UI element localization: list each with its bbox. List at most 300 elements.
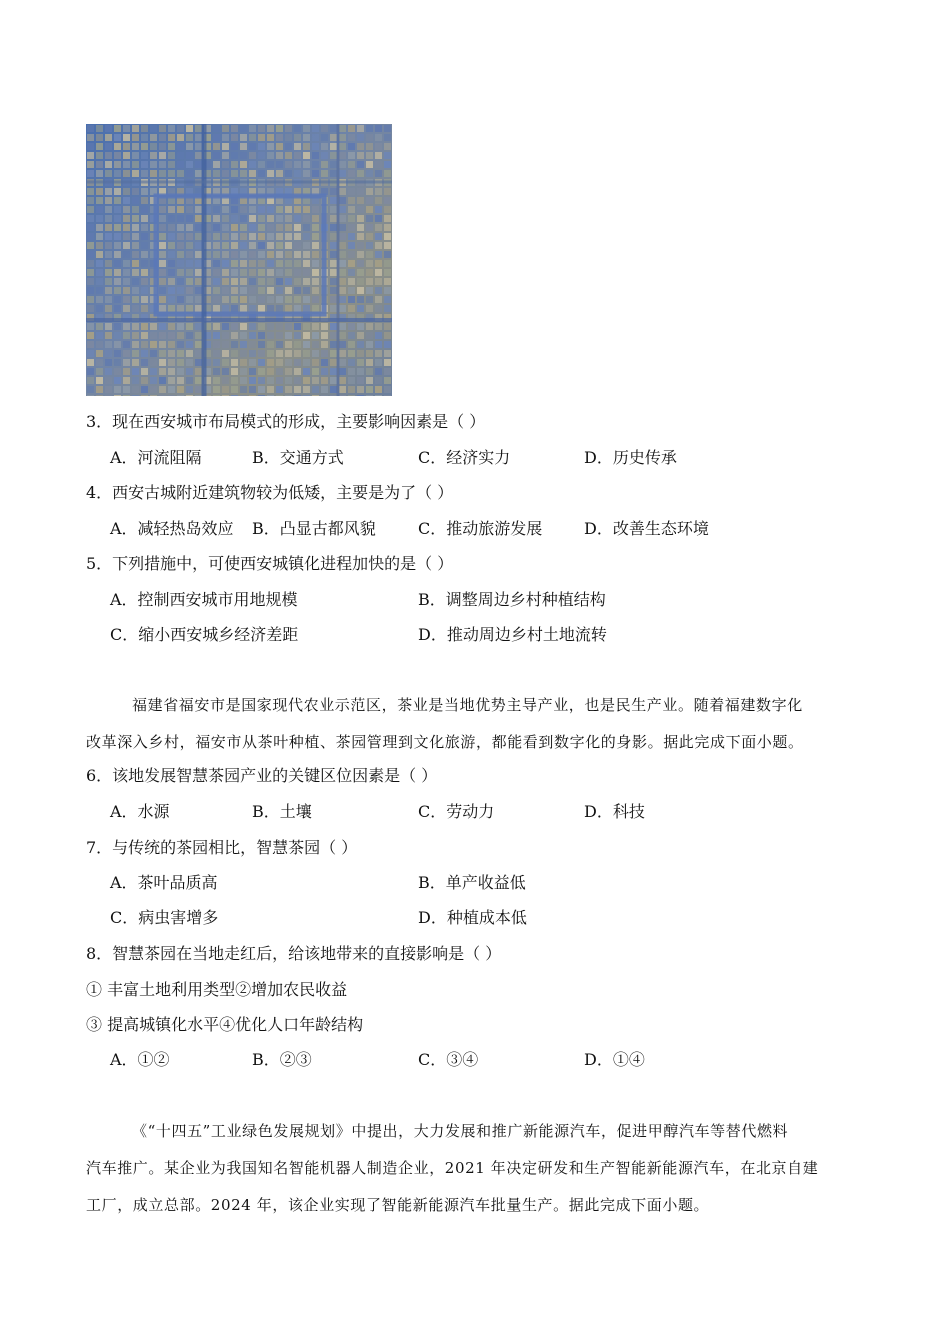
city-block (267, 143, 274, 150)
city-block (87, 170, 94, 177)
city-block (312, 323, 319, 330)
city-block (240, 206, 247, 213)
city-block (294, 134, 301, 141)
city-block (303, 287, 310, 294)
city-block (177, 341, 184, 348)
city-block (195, 323, 202, 330)
city-block (159, 278, 166, 285)
city-block (159, 341, 166, 348)
city-block (222, 341, 229, 348)
city-block (177, 125, 184, 132)
passage2-line1: 福建省福安市是国家现代农业示范区，茶业是当地优势主导产业，也是民生产业。随着福建数字化 (132, 696, 803, 714)
city-block (321, 125, 328, 132)
city-block (339, 368, 346, 375)
city-block (267, 368, 274, 375)
city-block (348, 134, 355, 141)
city-block (384, 152, 391, 159)
city-block (285, 377, 292, 384)
city-block (348, 278, 355, 285)
city-block (195, 368, 202, 375)
city-block (303, 233, 310, 240)
city-block (240, 170, 247, 177)
city-block (276, 242, 283, 249)
city-block (87, 323, 94, 330)
city-block (222, 170, 229, 177)
city-block (150, 134, 157, 141)
city-block (312, 269, 319, 276)
city-block (384, 350, 391, 357)
city-block (87, 134, 94, 141)
city-block (141, 278, 148, 285)
city-block (348, 269, 355, 276)
city-block (267, 206, 274, 213)
city-block (366, 305, 373, 312)
city-block (159, 233, 166, 240)
city-block (150, 386, 157, 393)
city-block (285, 152, 292, 159)
city-block (159, 305, 166, 312)
city-block (105, 287, 112, 294)
city-block (186, 215, 193, 222)
city-block (195, 125, 202, 132)
city-block (339, 215, 346, 222)
city-block (213, 251, 220, 258)
city-block (348, 224, 355, 231)
city-block (357, 251, 364, 258)
city-block (186, 278, 193, 285)
city-block (330, 206, 337, 213)
city-block (222, 125, 229, 132)
city-block (249, 269, 256, 276)
city-block (330, 359, 337, 366)
city-block (105, 332, 112, 339)
city-block (114, 224, 121, 231)
city-block (339, 260, 346, 267)
city-block (375, 143, 382, 150)
city-block (384, 251, 391, 258)
city-block (231, 242, 238, 249)
city-block (294, 224, 301, 231)
city-block (330, 269, 337, 276)
city-block (114, 143, 121, 150)
city-block (231, 152, 238, 159)
city-block (321, 170, 328, 177)
city-block (330, 197, 337, 204)
city-block (186, 350, 193, 357)
city-block (312, 296, 319, 303)
city-block (177, 278, 184, 285)
city-block (105, 161, 112, 168)
city-block (312, 395, 319, 396)
city-block (366, 359, 373, 366)
city-block (240, 305, 247, 312)
city-block (159, 125, 166, 132)
q7-option-d: D．种植成本低 (418, 908, 527, 927)
city-block (141, 296, 148, 303)
city-block (357, 224, 364, 231)
city-block (276, 296, 283, 303)
city-block (276, 278, 283, 285)
city-block (231, 395, 238, 396)
city-block (339, 125, 346, 132)
city-block (285, 350, 292, 357)
city-block (96, 233, 103, 240)
city-block (159, 170, 166, 177)
city-block (366, 152, 373, 159)
city-block (123, 233, 130, 240)
city-block (141, 125, 148, 132)
city-block (177, 215, 184, 222)
city-block (222, 332, 229, 339)
city-block (348, 332, 355, 339)
city-block (123, 134, 130, 141)
city-block (231, 278, 238, 285)
city-block (312, 215, 319, 222)
city-block (312, 278, 319, 285)
city-block (105, 260, 112, 267)
city-block (96, 368, 103, 375)
city-block (222, 323, 229, 330)
city-block (276, 287, 283, 294)
city-block (168, 161, 175, 168)
city-block (312, 251, 319, 258)
city-block (141, 332, 148, 339)
city-block (168, 305, 175, 312)
city-block (366, 377, 373, 384)
city-block (375, 332, 382, 339)
city-block (339, 206, 346, 213)
city-block (177, 359, 184, 366)
city-block (357, 359, 364, 366)
city-block (348, 170, 355, 177)
city-block (375, 305, 382, 312)
city-block (213, 287, 220, 294)
city-block (384, 332, 391, 339)
city-block (240, 215, 247, 222)
city-block (186, 206, 193, 213)
city-block (168, 143, 175, 150)
city-block (294, 359, 301, 366)
city-block (150, 152, 157, 159)
city-block (339, 287, 346, 294)
city-block (312, 260, 319, 267)
city-block (114, 260, 121, 267)
city-block (114, 242, 121, 249)
city-block (114, 395, 121, 396)
city-block (384, 278, 391, 285)
city-block (87, 341, 94, 348)
city-block (177, 260, 184, 267)
city-block (339, 242, 346, 249)
city-block (96, 278, 103, 285)
city-block (366, 368, 373, 375)
city-block (222, 359, 229, 366)
city-block (366, 143, 373, 150)
city-block (384, 260, 391, 267)
city-block (213, 278, 220, 285)
city-block (177, 143, 184, 150)
city-block (321, 368, 328, 375)
city-block (312, 170, 319, 177)
city-block (258, 341, 265, 348)
city-block (231, 332, 238, 339)
city-block (276, 215, 283, 222)
city-block (366, 278, 373, 285)
city-block (222, 377, 229, 384)
city-block (357, 125, 364, 132)
city-block (258, 170, 265, 177)
city-block (159, 269, 166, 276)
city-block (303, 332, 310, 339)
city-block (267, 233, 274, 240)
city-block (249, 134, 256, 141)
city-block (375, 341, 382, 348)
city-block (330, 188, 337, 195)
city-block (186, 125, 193, 132)
q4-option-b: B．凸显古都风貌 (252, 519, 376, 538)
city-block (195, 296, 202, 303)
city-block (357, 377, 364, 384)
city-block (240, 350, 247, 357)
city-block (150, 170, 157, 177)
city-block (87, 332, 94, 339)
city-block (186, 323, 193, 330)
city-block (375, 278, 382, 285)
city-block (231, 224, 238, 231)
city-block (231, 215, 238, 222)
city-block (357, 341, 364, 348)
city-block (213, 386, 220, 393)
city-block (321, 134, 328, 141)
city-block (249, 341, 256, 348)
city-block (321, 143, 328, 150)
city-block (105, 341, 112, 348)
city-block (123, 305, 130, 312)
city-block (168, 323, 175, 330)
city-block (222, 350, 229, 357)
city-block (177, 305, 184, 312)
city-block (285, 386, 292, 393)
city-block (186, 152, 193, 159)
city-block (357, 242, 364, 249)
city-block (285, 170, 292, 177)
city-block (168, 395, 175, 396)
city-block (96, 305, 103, 312)
city-block (222, 305, 229, 312)
city-block (141, 224, 148, 231)
city-block (339, 269, 346, 276)
city-block (366, 224, 373, 231)
city-block (231, 206, 238, 213)
city-block (276, 152, 283, 159)
city-block (258, 278, 265, 285)
city-block (375, 395, 382, 396)
city-block (150, 332, 157, 339)
city-block (231, 350, 238, 357)
city-block (123, 188, 130, 195)
city-block (240, 152, 247, 159)
city-block (186, 395, 193, 396)
city-block (303, 125, 310, 132)
passage2-line2: 改革深入乡村，福安市从茶叶种植、茶园管理到文化旅游，都能看到数字化的身影。据此完成下面小题。 (86, 733, 804, 751)
city-block (240, 323, 247, 330)
city-block (123, 170, 130, 177)
city-block (87, 251, 94, 258)
city-block (114, 305, 121, 312)
city-block (276, 161, 283, 168)
city-block (276, 359, 283, 366)
city-block (240, 296, 247, 303)
city-block (348, 206, 355, 213)
city-block (123, 224, 130, 231)
city-block (132, 269, 139, 276)
city-block (159, 395, 166, 396)
city-block (132, 386, 139, 393)
city-block (213, 368, 220, 375)
city-block (384, 125, 391, 132)
city-block (132, 251, 139, 258)
city-block (357, 215, 364, 222)
city-block (339, 233, 346, 240)
city-block (114, 377, 121, 384)
city-block (348, 359, 355, 366)
city-block (132, 224, 139, 231)
city-block (87, 377, 94, 384)
city-block (186, 287, 193, 294)
city-block (348, 368, 355, 375)
city-block (258, 242, 265, 249)
city-block (231, 260, 238, 267)
city-block (87, 305, 94, 312)
city-block (357, 350, 364, 357)
city-block (213, 332, 220, 339)
city-block (132, 242, 139, 249)
city-block (240, 377, 247, 384)
city-block (222, 224, 229, 231)
city-block (348, 197, 355, 204)
q7-option-c: C．病虫害增多 (110, 908, 219, 927)
city-block (96, 134, 103, 141)
city-block (195, 161, 202, 168)
city-block (276, 350, 283, 357)
city-block (123, 278, 130, 285)
city-block (240, 125, 247, 132)
city-block (303, 278, 310, 285)
city-block (132, 287, 139, 294)
city-block (105, 359, 112, 366)
city-block (258, 125, 265, 132)
city-block (375, 152, 382, 159)
city-block (141, 350, 148, 357)
city-block (285, 143, 292, 150)
city-block (186, 242, 193, 249)
city-block (312, 377, 319, 384)
city-block (285, 323, 292, 330)
city-block (186, 359, 193, 366)
city-block (339, 359, 346, 366)
city-block (231, 377, 238, 384)
city-block (114, 206, 121, 213)
city-block (159, 224, 166, 231)
city-block (366, 260, 373, 267)
city-block (303, 134, 310, 141)
city-block (123, 260, 130, 267)
city-block (294, 242, 301, 249)
city-block (114, 152, 121, 159)
city-block (132, 170, 139, 177)
city-block (294, 377, 301, 384)
city-block (123, 350, 130, 357)
city-block (303, 251, 310, 258)
city-block (132, 143, 139, 150)
city-block (321, 395, 328, 396)
city-block (150, 341, 157, 348)
city-block (375, 215, 382, 222)
city-block (114, 251, 121, 258)
city-block (294, 296, 301, 303)
city-block (114, 296, 121, 303)
city-block (339, 152, 346, 159)
city-block (186, 134, 193, 141)
city-block (186, 161, 193, 168)
city-block (159, 152, 166, 159)
city-block (114, 386, 121, 393)
city-block (168, 224, 175, 231)
city-block (258, 134, 265, 141)
city-block (168, 278, 175, 285)
city-block (222, 386, 229, 393)
city-block (213, 359, 220, 366)
city-block (96, 143, 103, 150)
city-block (195, 350, 202, 357)
city-block (375, 206, 382, 213)
city-block (375, 269, 382, 276)
city-block (312, 332, 319, 339)
city-block (321, 161, 328, 168)
city-block (132, 152, 139, 159)
city-block (240, 143, 247, 150)
city-block (366, 350, 373, 357)
q4-stem: 4．西安古城附近建筑物较为低矮，主要是为了（ ） (86, 483, 454, 502)
city-block (366, 296, 373, 303)
city-block (222, 395, 229, 396)
q7-stem: 7．与传统的茶园相比，智慧茶园（ ） (86, 838, 358, 857)
city-block (366, 287, 373, 294)
city-block (132, 134, 139, 141)
city-block (348, 287, 355, 294)
city-block (213, 377, 220, 384)
city-block (258, 332, 265, 339)
city-block (168, 368, 175, 375)
city-block (186, 260, 193, 267)
city-block (222, 233, 229, 240)
city-block (213, 206, 220, 213)
city-block (330, 341, 337, 348)
city-block (348, 215, 355, 222)
city-block (105, 206, 112, 213)
city-block (348, 350, 355, 357)
city-block (357, 134, 364, 141)
city-block (276, 341, 283, 348)
city-block (285, 269, 292, 276)
city-block (249, 287, 256, 294)
city-block (168, 386, 175, 393)
city-block (249, 170, 256, 177)
city-block (168, 242, 175, 249)
city-block (132, 341, 139, 348)
city-block (240, 251, 247, 258)
city-block (222, 269, 229, 276)
